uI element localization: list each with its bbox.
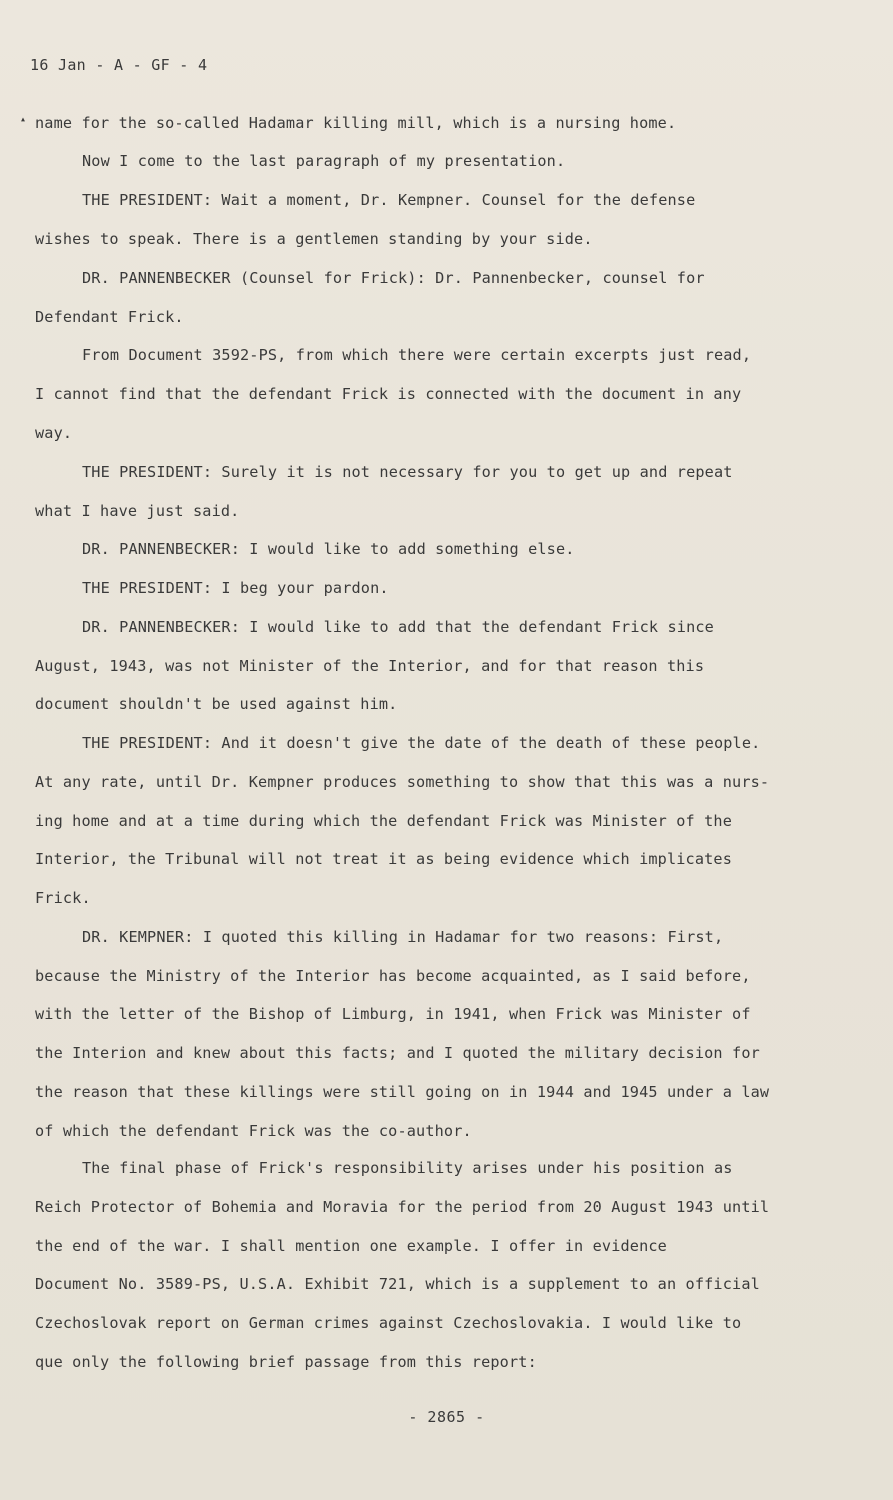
text-line: wishes to speak. There is a gentlemen standing by your side. <box>35 230 593 248</box>
text-line: Reich Protector of Bohemia and Moravia for the period from 20 August 1943 until <box>35 1198 770 1216</box>
text-line: Now I come to the last paragraph of my presentation. <box>82 152 566 170</box>
text-line: Document No. 3589-PS, U.S.A. Exhibit 721, which is a supplement to an official <box>35 1275 760 1293</box>
text-line: THE PRESIDENT: And it doesn't give the date of the death of these people. <box>82 734 761 752</box>
text-line: THE PRESIDENT: I beg your pardon. <box>82 579 389 597</box>
page-header: 16 Jan - A - GF - 4 <box>30 56 208 74</box>
text-line: the Interion and knew about this facts; and I quoted the military decision for <box>35 1044 760 1062</box>
text-line: way. <box>35 424 73 442</box>
text-line: DR. KEMPNER: I quoted this killing in Hadamar for two reasons: First, <box>82 928 724 946</box>
text-line: que only the following brief passage from this report: <box>35 1353 537 1371</box>
text-line: THE PRESIDENT: Surely it is not necessary for you to get up and repeat <box>82 463 733 481</box>
margin-mark-icon: ▴ <box>20 114 27 125</box>
text-line: I cannot find that the defendant Frick is connected with the document in any <box>35 385 742 403</box>
text-line: document shouldn't be used against him. <box>35 695 398 713</box>
text-line: of which the defendant Frick was the co-author. <box>35 1122 472 1140</box>
text-line: From Document 3592-PS, from which there were certain excerpts just read, <box>82 346 752 364</box>
text-line: Frick. <box>35 889 91 907</box>
text-line: the reason that these killings were still going on in 1944 and 1945 under a law <box>35 1083 770 1101</box>
text-line: Czechoslovak report on German crimes against Czechoslovakia. I would like to <box>35 1314 742 1332</box>
page-number: - 2865 - <box>408 1408 485 1426</box>
text-line: THE PRESIDENT: Wait a moment, Dr. Kempner. Counsel for the defense <box>82 191 696 209</box>
text-line: ing home and at a time during which the defendant Frick was Minister of the <box>35 812 733 830</box>
text-line: At any rate, until Dr. Kempner produces something to show that this was a nurs- <box>35 773 770 791</box>
text-line: with the letter of the Bishop of Limburg, in 1941, when Frick was Minister of <box>35 1005 751 1023</box>
text-line: DR. PANNENBECKER: I would like to add something else. <box>82 540 575 558</box>
text-line: the end of the war. I shall mention one example. I offer in evidence <box>35 1237 667 1255</box>
text-line: DR. PANNENBECKER (Counsel for Frick): Dr. Pannenbecker, counsel for <box>82 269 705 287</box>
text-line: DR. PANNENBECKER: I would like to add that the defendant Frick since <box>82 618 714 636</box>
text-line: Defendant Frick. <box>35 308 184 326</box>
text-line: The final phase of Frick's responsibility arises under his position as <box>82 1159 733 1177</box>
text-line: what I have just said. <box>35 502 240 520</box>
text-line: August, 1943, was not Minister of the Interior, and for that reason this <box>35 657 705 675</box>
text-line: name for the so-called Hadamar killing mill, which is a nursing home. <box>35 114 677 132</box>
text-line: because the Ministry of the Interior has become acquainted, as I said before, <box>35 967 751 985</box>
text-line: Interior, the Tribunal will not treat it as being evidence which implicates <box>35 850 733 868</box>
